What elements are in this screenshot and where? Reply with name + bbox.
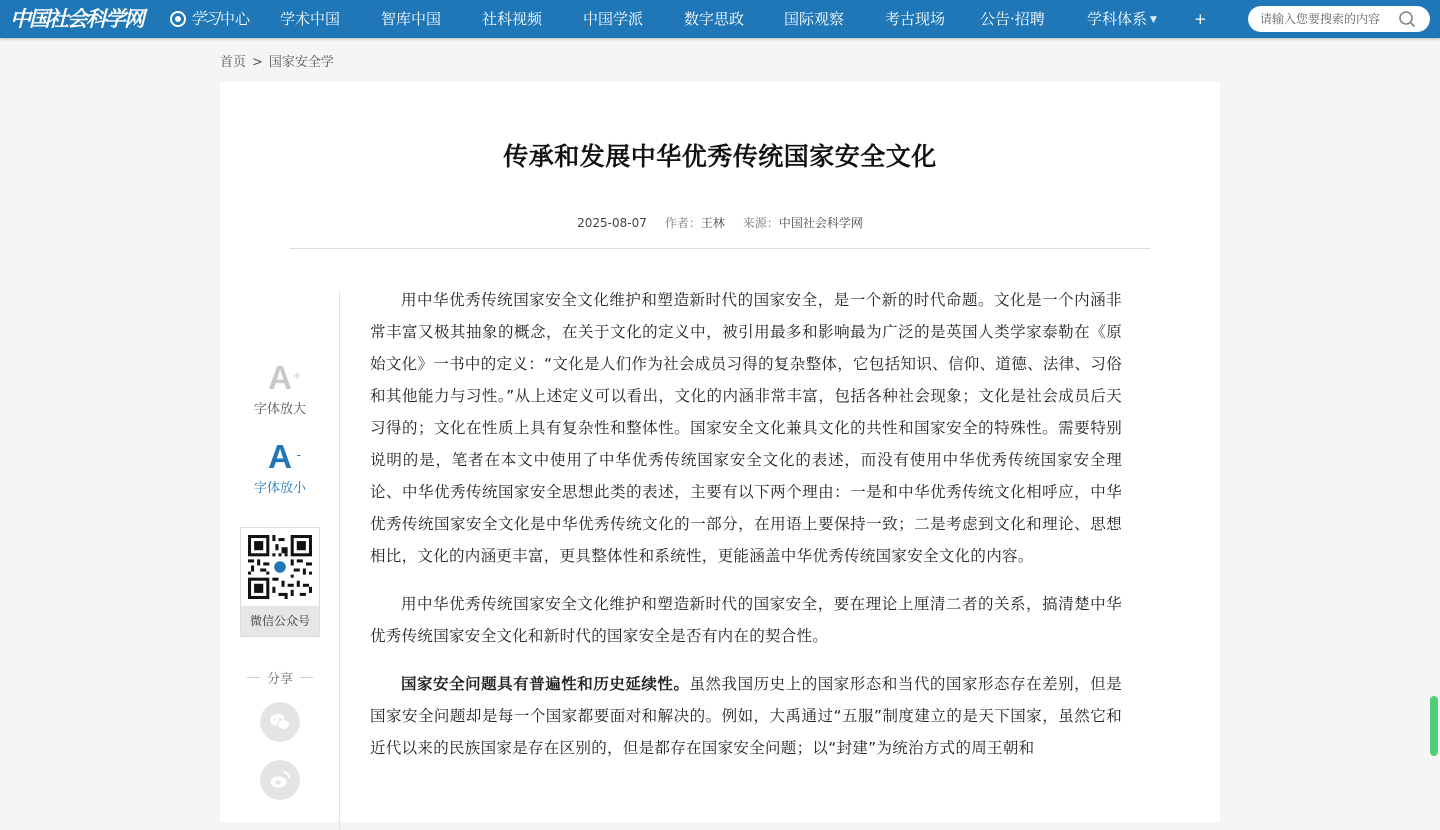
breadcrumb-current-link[interactable]: 国家安全学 <box>268 55 334 70</box>
article-paragraph <box>370 668 1122 764</box>
search-input[interactable] <box>1260 9 1396 29</box>
font-shrink-button[interactable] <box>240 439 320 496</box>
breadcrumb-home-link[interactable]: 首页 <box>220 55 247 70</box>
article-title: 传承和发展中华优秀传统国家安全文化 <box>503 142 937 171</box>
wechat-qr-card <box>240 527 320 637</box>
share-weibo-button[interactable] <box>260 760 300 800</box>
search-icon[interactable] <box>1398 10 1416 28</box>
paragraph-lead: 国家安全问题具有普遍性和历史延续性。 <box>401 675 690 693</box>
font-enlarge-button[interactable] <box>240 360 320 417</box>
site-logo[interactable]: 中国社会科学网 <box>10 6 143 31</box>
font-enlarge-label: 字体放大 <box>253 402 306 417</box>
nav-item-study-center[interactable] <box>170 0 250 38</box>
top-nav-bar <box>0 0 1440 38</box>
paragraph-text: 虽然我国历史上的国家形态和当代的国家形态存在差别，但是国家安全问题却是每一个国家都要面对和解决的。例如，大禹通过“五服”制度建立的是天下国家，虽然它和近代以来的民族国家是存在区别的，但是都存在国家安全问题；以“封建”为统治方式的周王朝和 <box>370 675 1123 757</box>
nav-item-chinese-school[interactable]: 中国学派 <box>583 10 644 28</box>
search-box <box>1248 6 1430 32</box>
author-label: 作者： <box>664 216 701 230</box>
font-shrink-icon: A - <box>268 438 301 475</box>
paragraph-text: 用中华优秀传统国家安全文化维护和塑造新时代的国家安全，是一个新的时代命题。文化是一个内涵非常丰富又极其抽象的概念，在关于文化的定义中，被引用最多和影响最为广泛的是英国人类学家泰勒在《原始文化》一书中的定义：“文化是人们作为社会成员习得的复杂整体，它包括知识、信仰、道德、法律、习俗和其他能力与习性。”从上述定义可以看出，文化的内涵非常丰富，包括各种社会现象；文化是社会成员后天习得的；文化在性质上具有复杂性和整体性。国家安全文化兼具文化的共性和国家安全的特殊性。需要特别说明的是，笔者在本文中使用了中华优秀传统国家安全文化的表述，而没有使用中华优秀传统国家安全理论、中华优秀传统国家安全思想此类的表述，主要有以下两个理由：一是和中华优秀传统文化相呼应，中华优秀传统国家安全文化是中华优秀传统文化的一部分，在用语上要保持一致；二是考虑到文化和理论、思想相比，文化的内涵更丰富，更具整体性和系统性，更能涵盖中华优秀传统国家安全文化的内容。 <box>370 291 1122 565</box>
breadcrumb-separator: > <box>252 55 263 70</box>
article-author: 王林 <box>700 216 725 230</box>
qr-label: 微信公众号 <box>241 606 319 636</box>
scroll-indicator[interactable] <box>1430 696 1438 756</box>
article-card <box>220 82 1220 822</box>
qr-code-icon <box>248 535 312 599</box>
share-wechat-button[interactable] <box>260 702 300 742</box>
nav-item-archaeology[interactable]: 考古现场 <box>885 10 946 28</box>
nav-more-button[interactable]: + <box>1194 10 1207 28</box>
nav-item-notices-jobs[interactable]: 公告·招聘 <box>980 10 1045 28</box>
nav-item-video[interactable]: 社科视频 <box>482 10 543 28</box>
meta-divider <box>290 248 1150 249</box>
article-meta <box>220 214 1220 231</box>
nav-item-academic-china[interactable]: 学术中国 <box>280 10 341 28</box>
font-enlarge-icon: A + <box>268 359 301 396</box>
weibo-icon <box>268 768 292 792</box>
article-paragraph <box>370 588 1122 652</box>
article-paragraph <box>370 284 1122 572</box>
paragraph-text: 用中华优秀传统国家安全文化维护和塑造新时代的国家安全，要在理论上厘清二者的关系，搞清楚中华优秀传统国家安全文化和新时代的国家安全是否有内在的契合性。 <box>370 595 1122 645</box>
tools-divider <box>339 290 340 830</box>
nav-item-think-tank[interactable]: 智库中国 <box>381 10 442 28</box>
nav-item-international[interactable]: 国际观察 <box>784 10 845 28</box>
article-body <box>370 284 1122 780</box>
nav-item-disciplines[interactable] <box>1087 0 1157 38</box>
study-logo-icon <box>170 11 186 27</box>
chevron-down-icon: ▼ <box>1150 14 1157 25</box>
font-shrink-label: 字体放小 <box>253 481 306 496</box>
breadcrumb <box>220 51 334 70</box>
study-center-label: 中心 <box>220 10 251 28</box>
wechat-icon <box>268 710 292 734</box>
disciplines-label: 学科体系 <box>1087 10 1148 28</box>
study-mark-text: 学习 <box>190 9 219 28</box>
article-source: 中国社会科学网 <box>778 216 863 230</box>
nav-item-digital-politics[interactable]: 数字思政 <box>684 10 745 28</box>
source-label: 来源： <box>742 216 779 230</box>
article-date: 2025-08-07 <box>577 216 647 230</box>
share-label: 分享 <box>245 668 315 687</box>
